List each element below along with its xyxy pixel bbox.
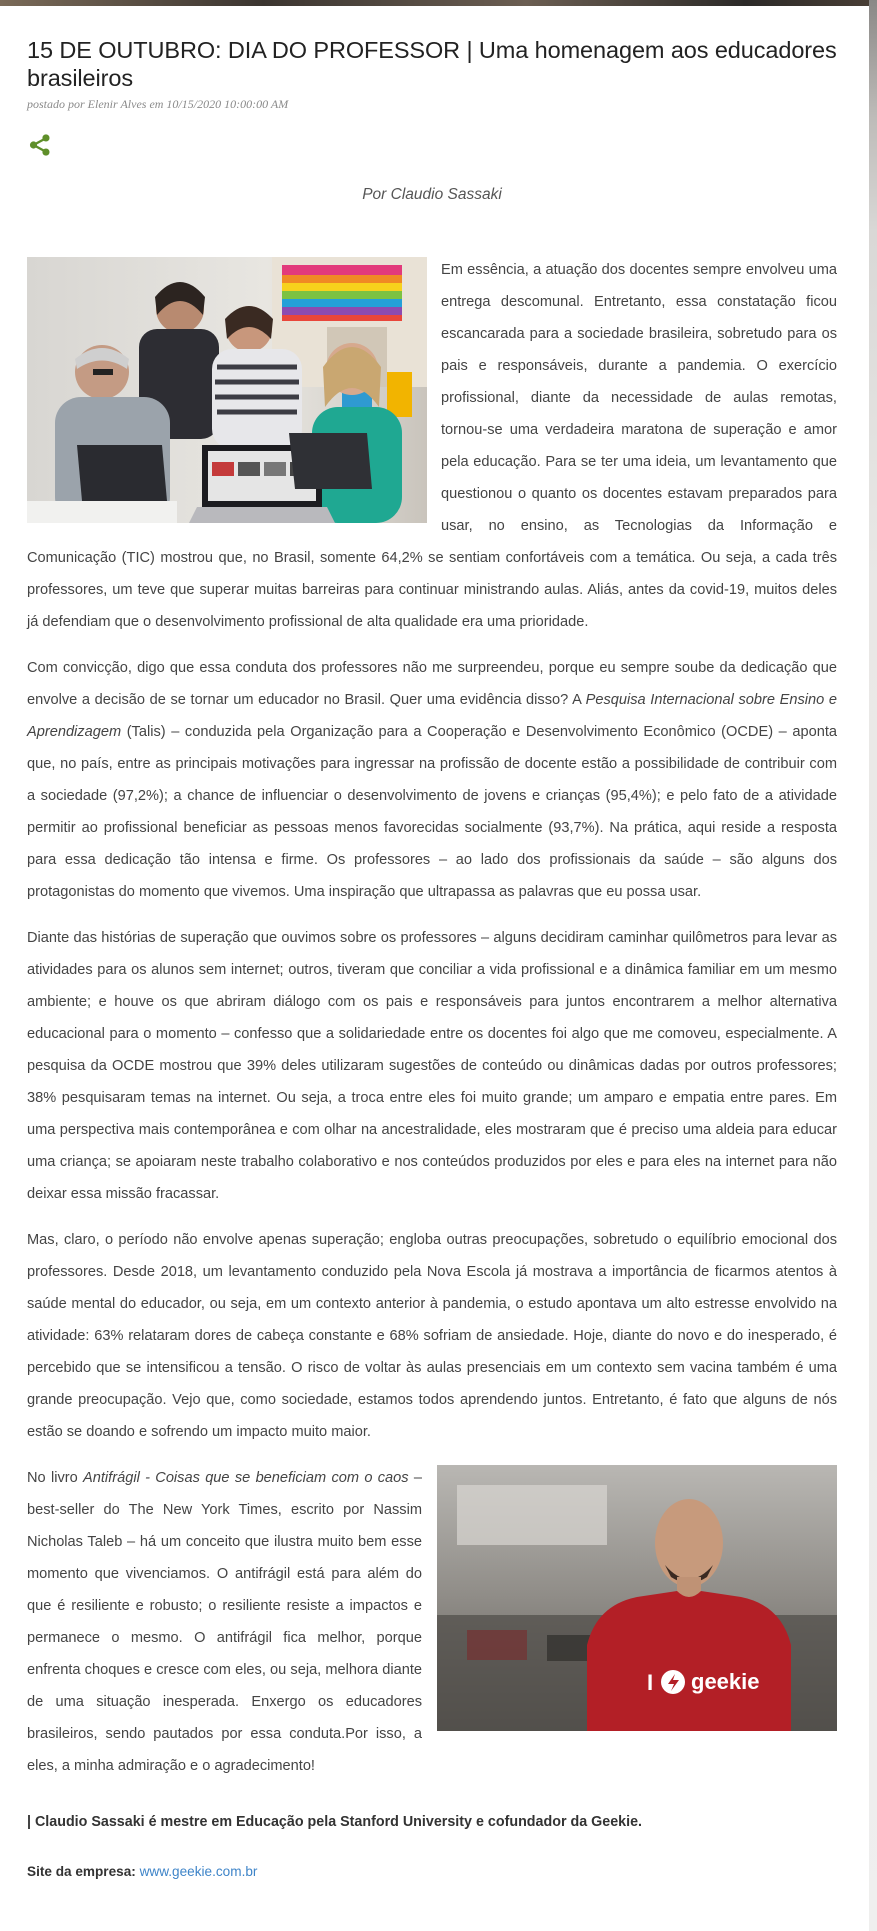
paragraph-5: No livro Antifrágil - Coisas que se beneficiam com o caos – best-seller do The New York Times, escrito por Nassim Nicholas Taleb – há um conceito que ilustra muito bem esse momento que vivenciamos. O antifrágil está para além do que é resiliente e robusto; o resiliente resiste a impactos e permanece o mesmo. O antifrágil fica melhor, porque enfrenta choques e cresce com eles, ou seja, melhora diante de uma situação inesperada. Enxergo os educadores brasileiros, sendo pautados por essa conduta.Por isso, a eles, a minha admiração e o agradecimento! xyxy=(27,1470,422,1774)
top-edge-bar xyxy=(0,0,877,6)
teachers-photo xyxy=(27,257,427,523)
paragraph-2: Com convicção, digo que essa conduta dos professores não me surpreendeu, porque eu sempre soube da dedicação que envolve a decisão de se tornar um educador no Brasil. Quer uma evidência disso? A Pesquisa Internacional sobre Ensino e Aprendizagem (Talis) – conduzida pela Organização para a Cooperação e Desenvolvimento Econômico (OCDE) – aponta que, no país, entre as principais motivações para ingressar na profissão de docente estão a possibilidade de contribuir com a sociedade (97,2%); a chance de influenciar o desenvolvimento de jovens e crianças (95,4%); e pelo fato de a atividade permitir ao profissional beneficiar as pessoas menos favorecidas socialmente (93,7%). Na prática, aqui reside a resposta para essa dedicação tão intensa e firme. Os professores – ao lado dos profissionais da saúde – são alguns dos protagonistas do momento que vivemos. Uma inspiração que ultrapassa as palavras que eu possa usar. xyxy=(27,660,837,900)
author-bio: | Claudio Sassaki é mestre em Educação pela Stanford University e cofundador da Geekie. xyxy=(27,1814,643,1830)
author-byline: Por Claudio Sassaki xyxy=(362,186,502,203)
paragraph-4: Mas, claro, o período não envolve apenas superação; engloba outras preocupações, sobretudo o equilíbrio emocional dos professores. Desde 2018, um levantamento conduzido pela Nova Escola já mostrava a importância de ficarmos atentos à saúde mental do educador, ou seja, em um contexto anterior à pandemia, o estudo apontava um alto estresse envolvido na atividade: 63% relataram dores de cabeça constante e 68% sofriam de ansiedade. Hoje, diante do novo e do inesperado, é percebido que se intensificou a tensão. O risco de voltar às aulas presenciais em um contexto sem vacina também é uma grande preocupação. Vejo que, como sociedade, estamos todos aprendendo juntos. Entretanto, é fato que alguns de nós estão se doando e sofrendo um impacto muito maior. xyxy=(27,1232,837,1440)
paragraph-3: Diante das histórias de superação que ouvimos sobre os professores – alguns decidiram caminhar quilômetros para levar as atividades para os alunos sem internet; outros, tiveram que conciliar a vida profissional e a dinâmica familiar em um mesmo ambiente; e houve os que abriram diálogo com os pais e responsáveis para juntos encontrarem a melhor alternativa educacional para o momento – confesso que a solidariedade entre os docentes foi algo que me comoveu, especialmente. A pesquisa da OCDE mostrou que 39% deles utilizaram sugestões de conteúdo ou dinâmicas dadas por outros professores; 38% pesquisaram temas na internet. Ou seja, a troca entre eles foi muito grande; um amparo e empatia entre pares. Em uma perspectiva mais contemporânea e com olhar na ancestralidade, eles mostraram que é preciso uma aldeia para educar uma criança; se apoiaram neste trabalho colaborativo e nos conteúdos produzidos por eles e para eles na internet para não deixar essa missão fracassar. xyxy=(27,930,837,1202)
page-scroll-edge xyxy=(869,0,877,1931)
share-icon[interactable] xyxy=(27,132,53,158)
shirt-logo-brand: geekie xyxy=(691,1669,760,1694)
company-site-label: Site da empresa: xyxy=(27,1864,136,1879)
company-site-link[interactable]: www.geekie.com.br xyxy=(139,1864,258,1879)
company-site xyxy=(27,1864,837,1879)
author-photo xyxy=(437,1465,837,1731)
post-title: 15 DE OUTUBRO: DIA DO PROFESSOR | Uma homenagem aos educadores brasileiros xyxy=(27,37,837,91)
shirt-logo-prefix: I xyxy=(647,1670,654,1695)
blog-post xyxy=(27,36,837,1879)
post-meta: postado por Elenir Alves em 10/15/2020 10:00:00 AM xyxy=(27,97,289,111)
paragraph-1: Em essência, a atuação dos docentes sempre envolveu uma entrega descomunal. Entretanto, essa constatação ficou escancarada para a sociedade brasileira, sobretudo para os pais e responsáveis, durante a pandemia. O exercício profissional, diante da necessidade de aulas remotas, tornou-se uma verdadeira maratona de superação e amor pela educação. Para se ter uma ideia, um levantamento que questionou o quanto os docentes estavam preparados para usar, no ensino, as Tecnologias da Informação e Comunicação (TIC) mostrou que, no Brasil, somente 64,2% se sentiam confortáveis com a temática. Ou seja, a cada três professores, um teve que superar muitas barreiras para continuar ministrando aulas. Aliás, antes da covid-19, muitos deles já defendiam que o desenvolvimento profissional de alta qualidade era uma prioridade. xyxy=(27,262,837,630)
